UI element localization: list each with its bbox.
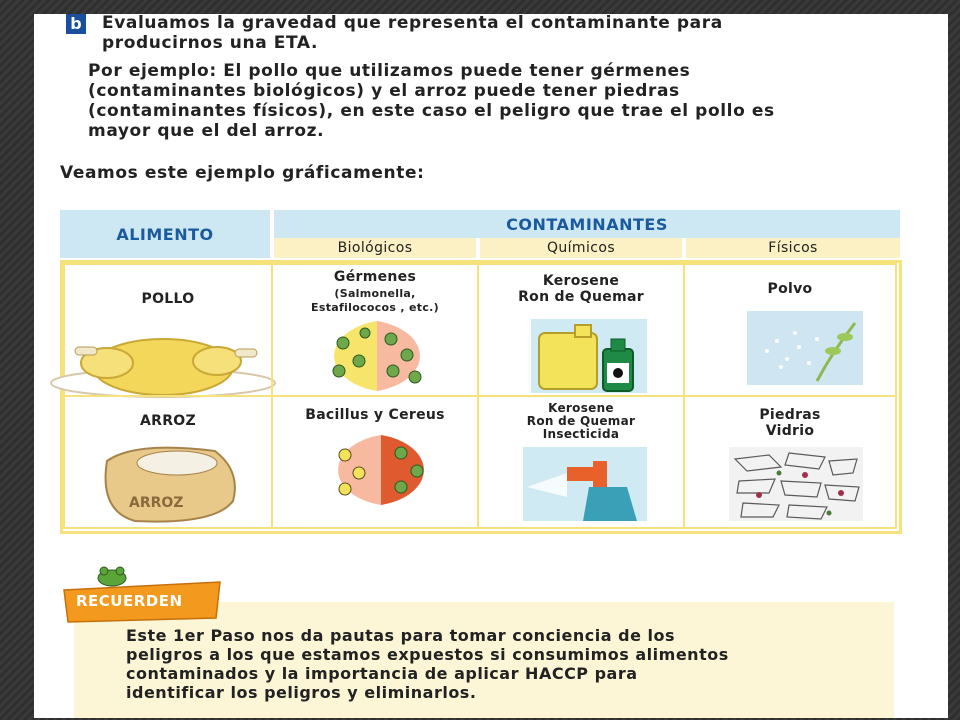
- bio-line3-pollo: Estafilococos , etc.): [311, 301, 439, 314]
- phys-line1-pollo: Polvo: [767, 281, 813, 297]
- header-physical: Físicos: [686, 238, 900, 258]
- header-chemical: Químicos: [480, 238, 682, 258]
- recuerden-line-4: identificar los peligros y eliminarlos.: [126, 683, 477, 702]
- cell-food-pollo: [63, 263, 273, 397]
- example-line-2: (contaminantes biológicos) y el arroz puede tener piedras: [88, 81, 680, 101]
- cell-biological-pollo: [271, 263, 479, 397]
- recuerden-text: [126, 626, 886, 702]
- recuerden-title: RECUERDEN: [76, 592, 183, 610]
- header-biological: Biológicos: [274, 238, 476, 258]
- dust-icon: [747, 311, 863, 385]
- rice-sack-icon: [95, 441, 245, 525]
- germs-icon: [319, 319, 435, 393]
- heading-line-1: Evaluamos la gravedad que representa el contaminante para: [102, 14, 723, 33]
- recuerden-tag: [60, 580, 224, 624]
- cell-biological-arroz: [271, 395, 479, 529]
- example-line-4: mayor que el del arroz.: [88, 121, 325, 141]
- frog-icon: [94, 564, 130, 588]
- food-label-pollo: POLLO: [141, 291, 195, 307]
- contaminants-table: [60, 210, 900, 532]
- section-badge: b: [66, 14, 86, 34]
- cell-chemical-pollo: [477, 263, 685, 397]
- glass-stones-icon: [729, 447, 863, 521]
- heading-line-2: producirnos una ETA.: [102, 33, 319, 53]
- document-page: [34, 14, 948, 718]
- chem-line2-arroz: Ron de Quemar: [526, 414, 636, 428]
- phys-line1-arroz: Piedras: [759, 407, 821, 423]
- cell-physical-arroz: [683, 395, 897, 529]
- food-label-arroz: ARROZ: [140, 413, 196, 429]
- intro-text: Veamos este ejemplo gráficamente:: [60, 163, 425, 183]
- example-line-3: (contaminantes físicos), en este caso el peligro que trae el pollo es: [88, 101, 775, 121]
- chem-line1-arroz: Kerosene: [548, 401, 614, 415]
- header-food: ALIMENTO: [60, 210, 270, 258]
- recuerden-line-1: Este 1er Paso nos da pautas para tomar conciencia de los: [126, 626, 675, 645]
- rice-sack-label: ARROZ: [129, 495, 184, 511]
- bacteria-icon: [323, 433, 439, 507]
- recuerden-line-3: contaminados y la importancia de aplicar HACCP para: [126, 664, 638, 683]
- chicken-icon: [45, 317, 281, 401]
- bio-title-pollo: Gérmenes: [333, 269, 417, 285]
- kerosene-bottles-icon: [531, 319, 647, 393]
- spray-bottle-icon: [523, 447, 647, 521]
- chem-line2-pollo: Ron de Quemar: [518, 289, 644, 305]
- recuerden-line-2: peligros a los que estamos expuestos si consumimos alimentos: [126, 645, 729, 664]
- cell-food-arroz: [63, 395, 273, 529]
- phys-line2-arroz: Vidrio: [765, 423, 815, 439]
- bio-title-arroz: Bacillus y Cereus: [305, 407, 445, 423]
- example-line-1: Por ejemplo: El pollo que utilizamos puede tener gérmenes: [88, 61, 691, 81]
- cell-physical-pollo: [683, 263, 897, 397]
- bio-line2-pollo: (Salmonella,: [334, 287, 416, 300]
- table-grid: [60, 260, 902, 534]
- chem-line1-pollo: Kerosene: [542, 273, 620, 289]
- header-contaminants: CONTAMINANTES: [274, 210, 900, 238]
- cell-chemical-arroz: [477, 395, 685, 529]
- chem-line3-arroz: Insecticida: [542, 427, 620, 441]
